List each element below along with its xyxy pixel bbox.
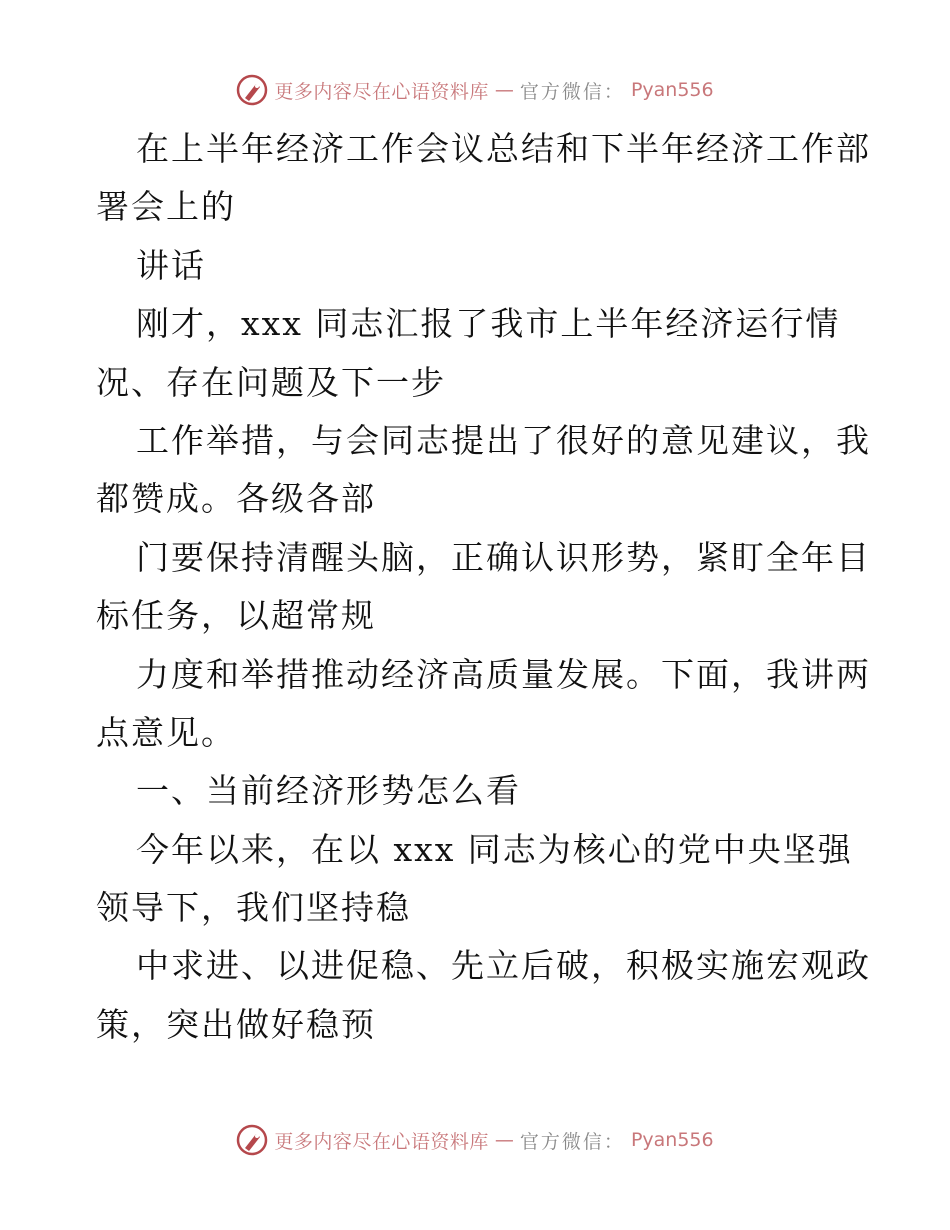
pen-nib-logo-icon [236,74,268,106]
paragraph-line: 中求进、以进促稳、先立后破，积极实施宏观政 [136,946,871,986]
paragraph-line: 况、存在问题及下一步 [96,362,446,402]
doc-title-line: 署会上的 [96,187,236,227]
section-heading: 一、当前经济形势怎么看 [136,771,521,811]
paragraph-line: 力度和举措推动经济高质量发展。下面，我讲两 [136,654,871,694]
doc-title-line: 在上半年经济工作会议总结和下半年经济工作部 [136,129,871,168]
document-body [96,120,871,1054]
paragraph-line: 策，突出做好稳预 [96,1004,376,1044]
pen-nib-logo-icon [236,1124,268,1156]
watermark-label: 官方微信： [519,1130,625,1153]
watermark-separator: — [494,1129,514,1151]
paragraph-line: 刚才，xxx 同志汇报了我市上半年经济运行情 [136,304,841,344]
paragraph-line: 标任务，以超常规 [96,596,376,636]
watermark-id: Pyan556 [630,79,714,101]
watermark-text: 更多内容尽在心语资料库 [274,80,489,103]
watermark-text: 更多内容尽在心语资料库 [274,1130,489,1153]
paragraph-line: 门要保持清醒头脑，正确认识形势，紧盯全年目 [136,537,871,577]
paragraph-line: 都赞成。各级各部 [96,479,376,519]
watermark-separator: — [494,79,514,101]
watermark-label: 官方微信： [519,80,625,103]
paragraph-line: 点意见。 [96,712,236,752]
watermark-banner-bottom [0,1120,950,1160]
watermark-id: Pyan556 [630,1129,714,1151]
paragraph-line: 工作举措，与会同志提出了很好的意见建议，我 [136,420,871,460]
doc-title-line: 讲话 [136,245,206,285]
watermark-banner-top [0,70,950,110]
paragraph-line: 领导下，我们坚持稳 [96,888,411,928]
paragraph-line: 今年以来，在以 xxx 同志为核心的党中央坚强 [136,829,853,869]
